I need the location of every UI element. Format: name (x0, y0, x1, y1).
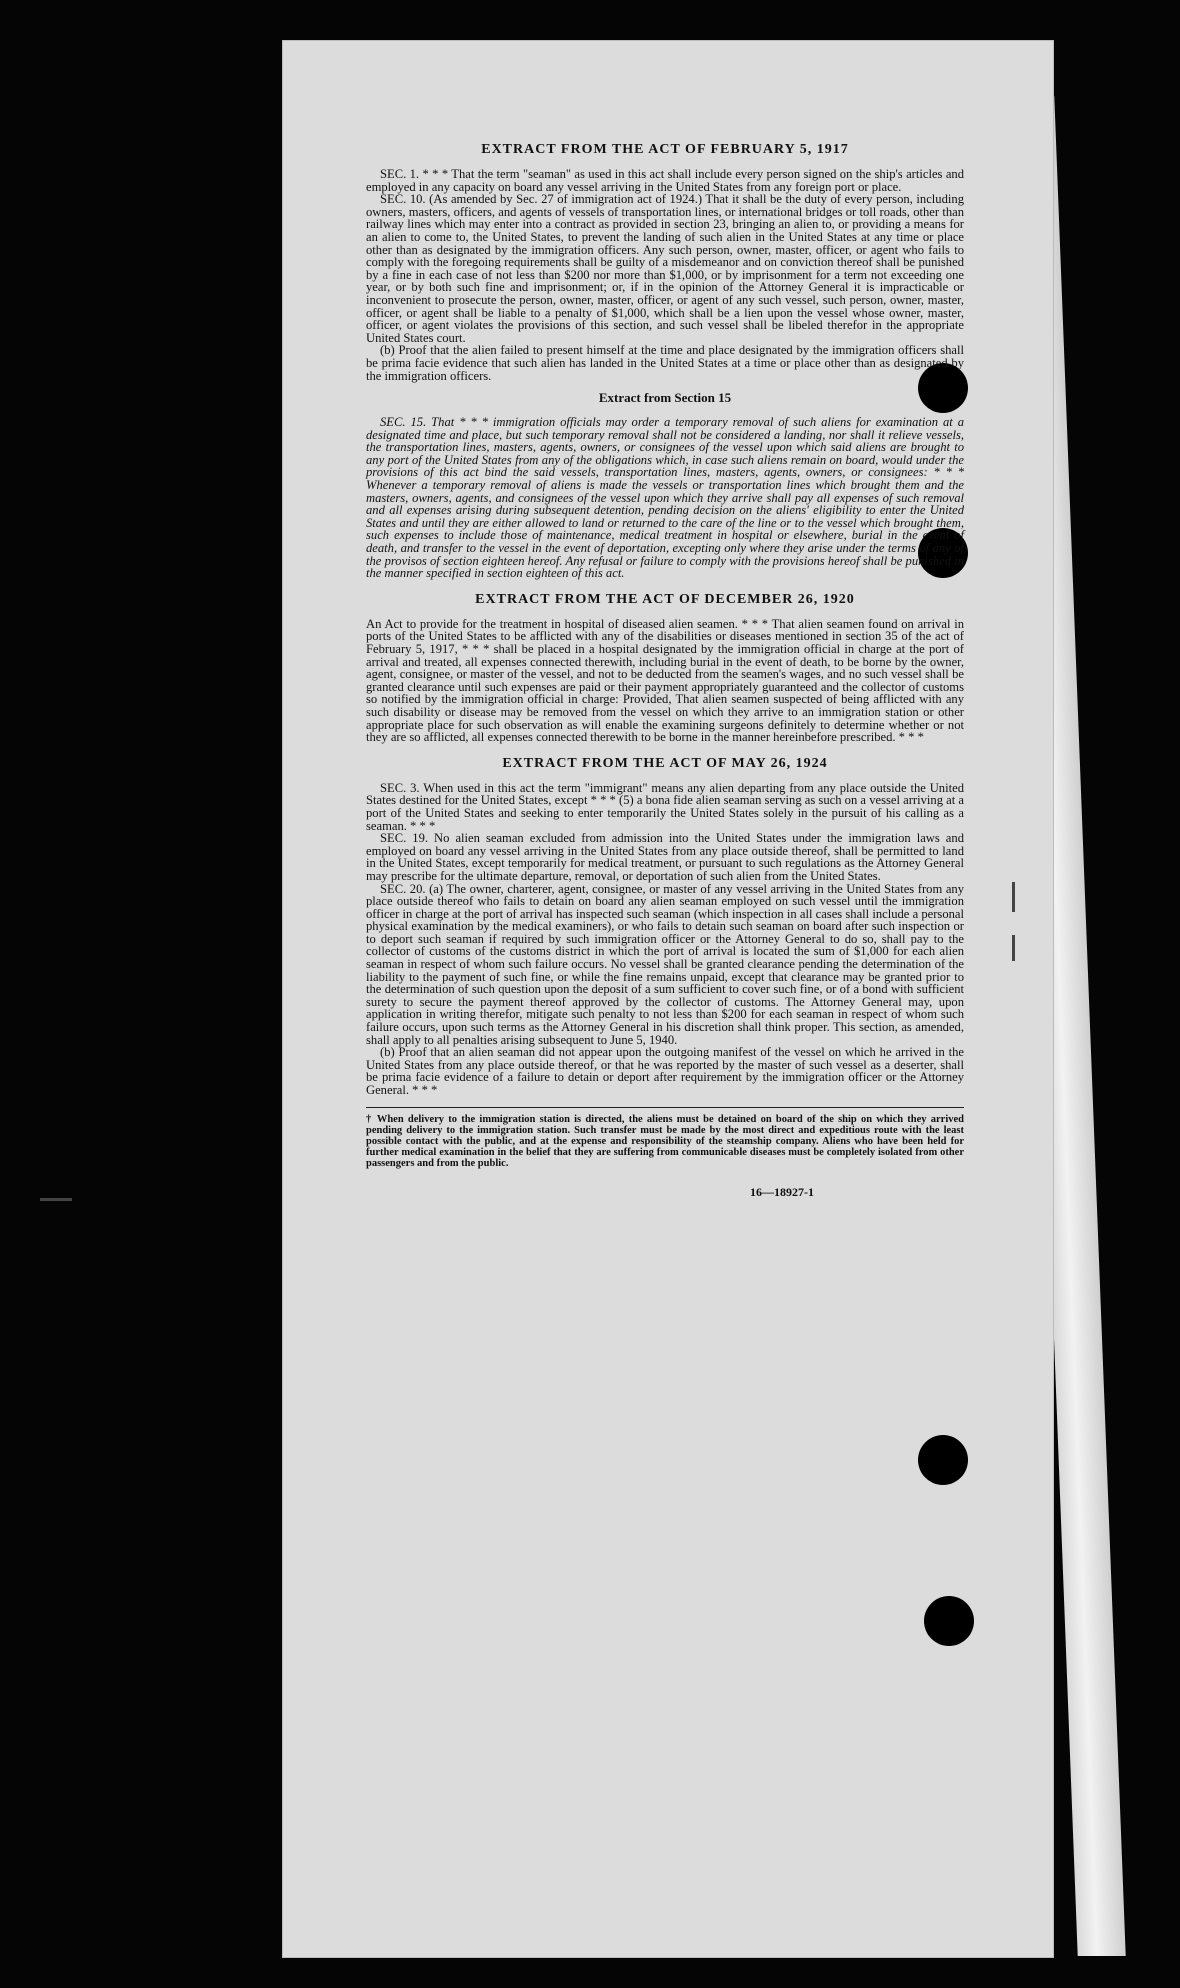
paragraph: (b) Proof that the alien failed to present himself at the time and place designated by the immigration officers shall be prima facie evidence that such alien has landed in the United States at a time or place other than as designated by the immigration officers. (366, 343, 964, 383)
document-page (282, 40, 1054, 1958)
document-body (366, 142, 964, 1200)
form-number: 16—18927-1 (750, 1184, 814, 1199)
footnote: † When delivery to the immigration station is directed, the aliens must be detained on board of the ship on which they arrived pending delivery to the immigration station. Such transfer must be made by the most direct and expeditious route with the least possible contact with the public, and at the expense and responsibility of the steamship company. Aliens who have been held for further medical examination in the belief that they are suffering from communicable diseases must be completely isolated from other passengers and from the public. (366, 1107, 964, 1169)
scan-mark (1012, 882, 1015, 912)
section-heading: Extract from Section 15 (598, 390, 732, 406)
punch-hole (918, 1435, 968, 1485)
paragraph: An Act to provide for the treatment in hospital of diseased alien seamen. * * * That alien seamen found on arrival in ports of the United States to be afflicted with any of the disabilities or diseases mentioned in section 35 of the act of February 5, 1917, * * * shall be placed in a hospital designated by the immigration official in charge at the port of arrival and treated, all expenses connected therewith, including burial in the event of death, to be borne by the owner, agent, consignee, or master of the vessel, and not to be deducted from the seamen's wages, and no such vessel shall be granted clearance until such expenses are paid or their payment appropriately guaranteed and the collector of customs so notified by the immigration official in charge: Provided, That alien seamen suspected of being afflicted with any such disability or disease may be removed from the vessel on which they arrive to an immigration station or other appropriate place for such observation as will enable the examining surgeons definitely to determine whether or not they are so afflicted, all expenses connected therewith to be borne in the manner hereinbefore prescribed. * * * (366, 616, 964, 745)
paragraph: SEC. 1. * * * That the term "seaman" as used in this act shall include every person signed on the ship's articles and employed in any capacity on board any vessel arriving in the United States from any foreign port or place. (366, 167, 964, 194)
paragraph: SEC. 19. No alien seaman excluded from admission into the United States under the immigration laws and employed on board any vessel arriving in the United States from any place outside thereof, shall be permitted to land in the United States, except temporarily for medical treatment, or pursuant to such regulations as the Attorney General may prescribe for the ultimate departure, removal, or deportation of such alien from the United States. (366, 831, 964, 883)
section-heading: EXTRACT FROM THE ACT OF MAY 26, 1924 (502, 755, 828, 771)
section-heading: EXTRACT FROM THE ACT OF FEBRUARY 5, 1917 (481, 142, 849, 157)
section-act-1917 (366, 142, 964, 382)
section-act-1920 (366, 592, 964, 744)
scan-mark (1012, 935, 1015, 961)
paragraph: SEC. 15. That * * * immigration officials may order a temporary removal of such aliens for examination at a designated time and place, but such temporary removal shall not be considered a landing, nor shall it relieve vessels, the transportation lines, masters, agents, owners, or consignees of the vessel upon which said aliens are brought to any port of the United States from any of the obligations which, in case such aliens remain on board, would under the provisions of this act bind the said vessels, transportation lines, masters, agents, owners, or consignees: * * * Whenever a temporary removal of aliens is made the vessels or transportation lines which brought them and the masters, owners, agents, and consignees of the vessel upon which they arrive shall pay all expenses of such removal and all expenses arising during subsequent detention, pending decision on the aliens' eligibility to enter the United States and until they are either allowed to land or returned to the care of the line or to the vessel which brought them, such expenses to include those of maintenance, medical treatment in hospital or elsewhere, burial in the event of death, and transfer to the vessel in the event of deportation, excepting only where they arise under the terms of any of the provisos of section eighteen hereof. Any refusal or failure to comply with the provisions hereof shall be punished in the manner specified in section eighteen of this act. (366, 415, 964, 581)
paragraph: SEC. 20. (a) The owner, charterer, agent, consignee, or master of any vessel arriving in the United States from any place outside thereof who fails to detain on board any alien seaman employed on such vessel until the immigration officer in charge at the port of arrival has inspected such seaman (which inspection in all cases shall include a personal physical examination by the medical examiners), or who fails to detain such seaman on board after such inspection or to deport such seaman if required by such immigration officer or the Attorney General to do so, shall pay to the collector of customs of the customs district in which the port of arrival is located the sum of $1,000 for each alien seaman in respect of whom such failure occurs. No vessel shall be granted clearance pending the determination of the liability to the payment of such fine, or while the fine remains unpaid, except that clearance may be granted prior to the determination of such question upon the deposit of a sum sufficient to cover such fine, or of a bond with sufficient surety to secure the payment thereof approved by the collector of customs. The Attorney General may, upon application in writing therefor, mitigate such penalty to not less than $200 for each seaman in respect of whom such failure occurs, upon such terms as the Attorney General in his discretion shall think proper. This section, as amended, shall apply to all penalties arising subsequent to June 5, 1940. (366, 881, 964, 1047)
section-heading: EXTRACT FROM THE ACT OF DECEMBER 26, 1920 (475, 591, 855, 607)
paragraph: SEC. 10. (As amended by Sec. 27 of immigration act of 1924.) That it shall be the duty of every person, including owners, masters, officers, and agents of vessels of transportation lines, or international bridges or toll roads, other than railway lines which may enter into a contract as provided in section 23, bringing an alien to, or providing a means for an alien to come to, the United States, to prevent the landing of such alien in the United States at any time or place other than as designated by the immigration officers. Any such person, owner, master, officer, or agent who fails to comply with the foregoing requirements shall be guilty of a misdemeanor and on conviction thereof shall be punished by a fine in each case of not less than $200 nor more than $1,000, or by imprisonment for a term not exceeding one year, or by both such fine and imprisonment; or, if in the opinion of the Attorney General it is impracticable or inconvenient to prosecute the person, owner, master, officer, or agent of any such vessel, such person, owner, master, officer, or agent shall be liable to a penalty of $1,000, which shall be a lien upon the vessel whose owner, master, officer, or agent violates the provisions of this section, and such vessel shall be libeled therefor in the appropriate United States court. (366, 192, 964, 345)
punch-hole (924, 1596, 974, 1646)
paragraph: (b) Proof that an alien seaman did not appear upon the outgoing manifest of the vessel on which he arrived in the United States from any place outside thereof, or that he was reported by the master of such vessel as a deserter, shall be prima facie evidence of a failure to detain or deport after requirement by the immigration officer or the Attorney General. * * * (366, 1045, 964, 1097)
scan-mark (40, 1198, 72, 1201)
section-extract-15 (366, 390, 964, 580)
paragraph: SEC. 3. When used in this act the term "immigrant" means any alien departing from any place outside the United States destined for the United States, except * * * (5) a bona fide alien seaman serving as such on a vessel arriving at a port of the United States and seeking to enter temporarily the United States solely in the pursuit of his calling as a seaman. * * * (366, 780, 964, 833)
section-act-1924 (366, 756, 964, 1097)
